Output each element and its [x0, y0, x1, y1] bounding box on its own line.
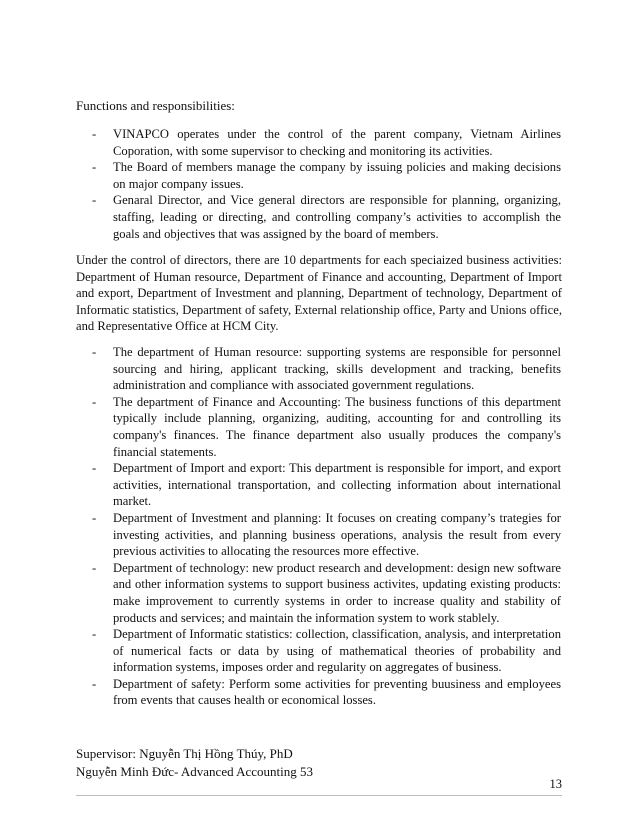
- departments-list: [92, 344, 561, 709]
- bullet-dash: -: [92, 345, 97, 359]
- list-item-text: Department of Informatic statistics: collection, classification, analysis, and interpretation of numerical facts or data by using of mathematical theories of probability and information systems, imposes order and regularity on aggregates of business.: [113, 627, 561, 675]
- author-line: Nguyễn Minh Đức- Advanced Accounting 53: [76, 763, 314, 779]
- list-item: [92, 126, 561, 159]
- list-item: [92, 344, 561, 394]
- list-item: [92, 626, 561, 676]
- bullet-dash: -: [92, 676, 97, 691]
- bullet-dash: -: [92, 461, 97, 476]
- list-item: [92, 560, 561, 626]
- supervisor-line: Supervisor: Nguyễn Thị Hồng Thúy, PhD: [76, 746, 293, 761]
- section-heading: Functions and responsibilities:: [76, 98, 235, 113]
- bullet-dash: -: [92, 394, 97, 409]
- list-item-text: VINAPCO operates under the control of the parent company, Vietnam Airlines Coporation, with some supervisor to checking and monitoring its activities.: [113, 127, 561, 158]
- list-item-text: Department of safety: Perform some activities for preventing buusiness and employees from events that causes health or economical losses.: [113, 676, 561, 708]
- list-item-text: The department of Human resource: supporting systems are responsible for personnel sourcing and hiring, applicant tracking, skills development and tracking, benefits administration and compliance with associated government regulations.: [113, 345, 561, 393]
- list-item-text: Department of Import and export: This department is responsible for import, and export activities, international transportation, and collecting information about international market.: [113, 461, 561, 509]
- bullet-dash: -: [92, 510, 97, 525]
- list-item-text: Department of Investment and planning: It focuses on creating company’s trategies for investing activities, and planning business operations, analysis the result from every previous activities to allocating the resources more effective.: [113, 510, 561, 559]
- bullet-dash: -: [92, 127, 97, 141]
- footer-divider: [76, 795, 562, 796]
- list-item: [92, 676, 561, 709]
- bullet-dash: -: [92, 627, 97, 642]
- bullet-dash: -: [92, 193, 97, 208]
- list-item-text: Department of technology: new product research and development: design new software and other information systems to support business activites, updating existing products: make improvement to currently systems in order to increase quality and stability of products and services; and maintain the information system to work stablely.: [113, 560, 561, 625]
- list-item: [92, 159, 561, 192]
- list-item-text: The department of Finance and Accounting: The business functions of this department typically include planning, organizing, auditing, accounting for and controlling its company's finances. The finance department also usually produces the company's financial statements.: [113, 394, 561, 459]
- page-footer: [76, 745, 313, 780]
- list-item: [92, 192, 561, 242]
- departments-paragraph: Under the control of directors, there are 10 departments for each speciaized business activities: Department of Human resource, Department of Finance and accounting, Department of Import and export, Department of Investment and planning, Department of technology, Department of Informatic statistics, Department of safety, External relationship office, Party and Unions office, and Representative Office at HCM City.: [76, 253, 562, 334]
- responsibilities-list: [92, 126, 561, 242]
- list-item: [92, 394, 561, 460]
- list-item-text: Genaral Director, and Vice general directors are responsible for planning, organizing, staffing, leading or directing, and controlling company’s activities to accomplish the goals and objectives that was assigned by the board of members.: [113, 193, 561, 241]
- list-item-text: The Board of members manage the company by issuing policies and making decisions on major company issues.: [113, 160, 561, 191]
- page-number: 13: [549, 777, 562, 791]
- bullet-dash: -: [92, 160, 97, 175]
- bullet-dash: -: [92, 560, 97, 575]
- list-item: [92, 510, 561, 560]
- list-item: [92, 460, 561, 510]
